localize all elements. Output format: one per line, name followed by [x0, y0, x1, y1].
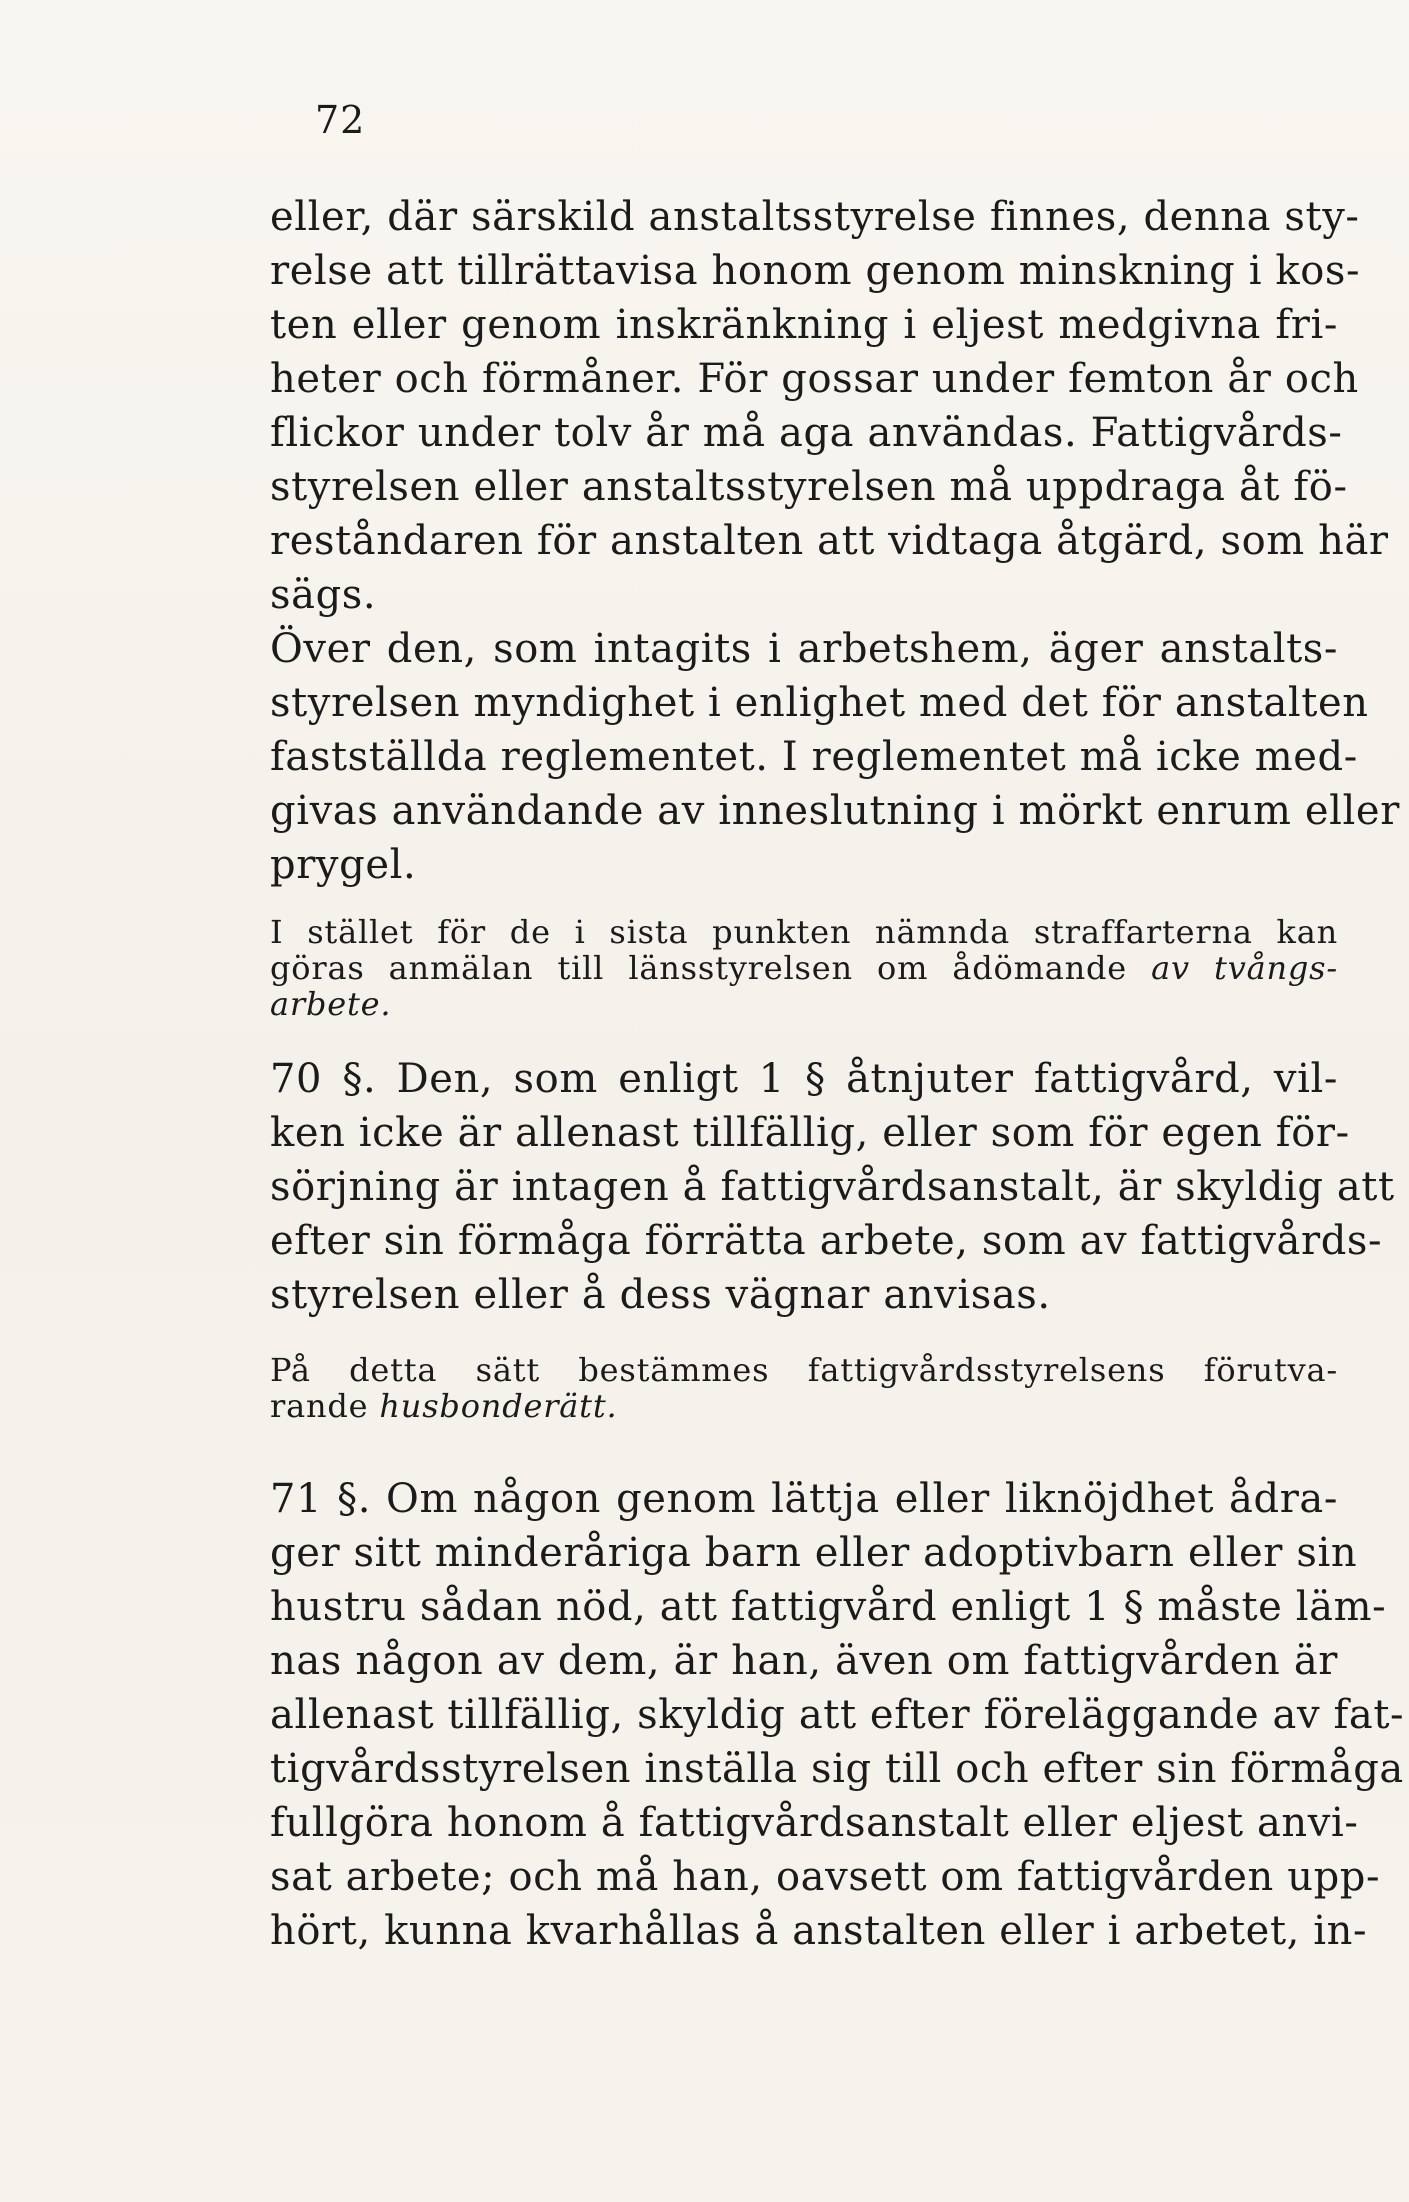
note-text: rande: [270, 1387, 380, 1425]
text-line: 71 §. Om någon genom lättja eller liknöjdhet ådra-: [270, 1476, 1338, 1522]
note-line: I stället för de i sista punkten nämnda straffarterna kan: [270, 913, 1338, 951]
text-line: 70 §. Den, som enligt 1 § åtnjuter fattigvård, vil-: [270, 1056, 1338, 1102]
text-line: givas användande av inneslutning i mörkt enrum eller: [270, 788, 1400, 834]
text-line: prygel.: [270, 842, 417, 888]
text-line: relse att tillrättavisa honom genom minskning i kos-: [270, 248, 1361, 294]
text-line: nas någon av dem, är han, även om fattigvården är: [270, 1638, 1338, 1684]
text-line: sat arbete; och må han, oavsett om fattigvården upp-: [270, 1854, 1381, 1900]
text-line: sörjning är intagen å fattigvårdsanstalt, är skyldig att: [270, 1164, 1395, 1210]
text-line: ken icke är allenast tillfällig, eller som för egen för-: [270, 1110, 1350, 1156]
note-line: På detta sätt bestämmes fattigvårdsstyrelsens förutva-: [270, 1351, 1338, 1389]
note-1: [270, 914, 1338, 1022]
italic-term: av tvångs-: [1151, 949, 1339, 987]
spacer: [270, 1022, 1338, 1052]
text-line: fastställda reglementet. I reglementet må icke med-: [270, 734, 1358, 780]
text-line: fullgöra honom å fattigvårdsanstalt eller eljest anvi-: [270, 1800, 1359, 1846]
spacer: [270, 892, 1338, 914]
text-line: allenast tillfällig, skyldig att efter föreläggande av fat-: [270, 1692, 1405, 1738]
text-line: ten eller genom inskränkning i eljest medgivna fri-: [270, 302, 1338, 348]
text-line: sägs.: [270, 572, 377, 618]
page-body: [270, 190, 1405, 1958]
text-line: ger sitt minderåriga barn eller adoptivbarn eller sin: [270, 1530, 1358, 1576]
spacer: [270, 1424, 1338, 1472]
italic-term: arbete.: [270, 985, 392, 1023]
text-line: tigvårdsstyrelsen inställa sig till och efter sin förmåga: [270, 1746, 1404, 1792]
paragraph-2: [270, 622, 1400, 892]
text-line: styrelsen eller anstaltsstyrelsen må uppdraga åt fö-: [270, 464, 1348, 510]
section-70: [270, 1052, 1395, 1322]
text-line: styrelsen eller å dess vägnar anvisas.: [270, 1272, 1051, 1318]
text-line: eller, där särskild anstaltsstyrelse finnes, denna sty-: [270, 194, 1360, 240]
text-line: heter och förmåner. För gossar under femton år och: [270, 356, 1359, 402]
text-line: hört, kunna kvarhållas å anstalten eller i arbetet, in-: [270, 1908, 1368, 1954]
note-text: göras anmälan till länsstyrelsen om ådömande: [270, 949, 1152, 987]
spacer: [270, 1322, 1338, 1352]
italic-term: husbonderätt.: [379, 1387, 618, 1425]
text-line: hustru sådan nöd, att fattigvård enligt 1 § måste läm-: [270, 1584, 1387, 1630]
text-line: Över den, som intagits i arbetshem, äger anstalts-: [270, 626, 1338, 672]
paragraph-1: [270, 190, 1389, 622]
text-line: styrelsen myndighet i enlighet med det för anstalten: [270, 680, 1369, 726]
note-line: [270, 986, 1338, 1022]
note-line: [270, 1388, 1338, 1424]
text-line: flickor under tolv år må aga användas. Fattigvårds-: [270, 410, 1343, 456]
text-line: efter sin förmåga förrätta arbete, som av fattigvårds-: [270, 1218, 1383, 1264]
note-2: [270, 1352, 1338, 1424]
section-71: [270, 1472, 1405, 1958]
text-line: reståndaren för anstalten att vidtaga åtgärd, som här: [270, 518, 1389, 564]
page-number: 72: [315, 98, 366, 142]
note-line: [270, 950, 1338, 986]
